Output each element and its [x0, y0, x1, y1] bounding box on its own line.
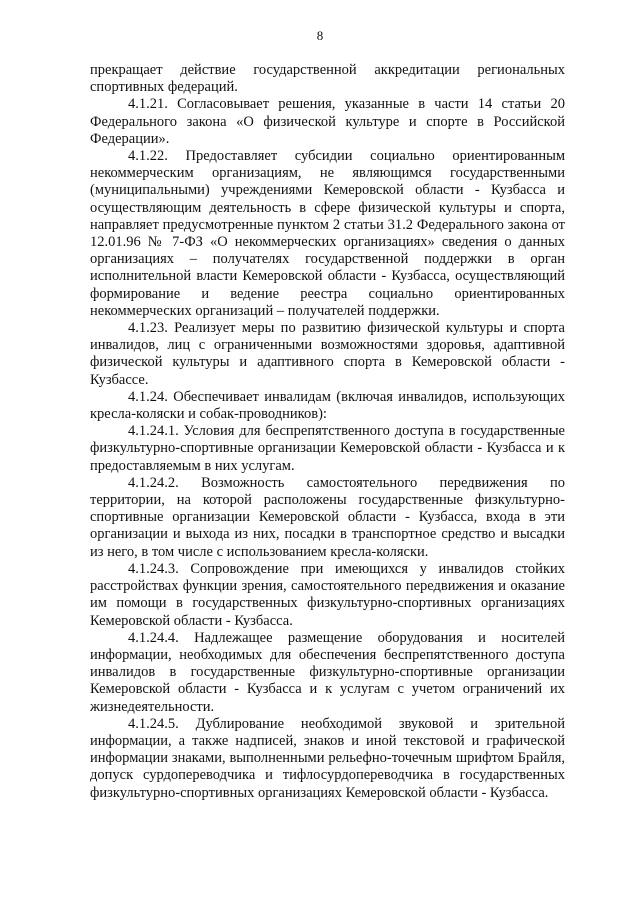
paragraph-4-1-21: 4.1.21. Согласовывает решения, указанные в части 14 статьи 20 Федерального закона «О физической культуре и спорте в Российской Федерации».: [90, 96, 565, 147]
paragraph-4-1-22: 4.1.22. Предоставляет субсидии социально ориентированным некоммерческим организациям, не являющимся государственными (муниципальными) учреждениями Кемеровской области - Кузбасса и осуществляющим деятельность в сфере физической культуры и спорта, направляет предусмотренные пунктом 2 статьи 31.2 Федерального закона от 12.01.96 № 7-ФЗ «О некоммерческих организациях» сведения о данных организациях – получателях государственной поддержки в орган исполнительной власти Кемеровской области - Кузбасса, осуществляющий формирование и ведение реестра социально ориентированных некоммерческих организаций – получателей поддержки.: [90, 148, 565, 319]
paragraph-4-1-24-4: 4.1.24.4. Надлежащее размещение оборудования и носителей информации, необходимых для обеспечения беспрепятственного доступа инвалидов в государственные физкультурно-спортивные организации Кемеровской области - Кузбасса и к услугам с учетом ограничений их жизнедеятельности.: [90, 629, 565, 715]
paragraph-4-1-24: 4.1.24. Обеспечивает инвалидам (включая инвалидов, использующих кресла-коляски и собак-проводников):: [90, 388, 565, 423]
paragraph-4-1-24-1: 4.1.24.1. Условия для беспрепятственного доступа в государственные физкультурно-спортивные организации Кемеровской области - Кузбасса и к предоставляемым в них услугам.: [90, 423, 565, 474]
document-body: [90, 62, 565, 802]
paragraph-4-1-24-5: 4.1.24.5. Дублирование необходимой звуковой и зрительной информации, а также надписей, знаков и иной текстовой и графической информации знаками, выполненными рельефно-точечным шрифтом Брайля, допуск сурдопереводчика и тифлосурдопереводчика в государственных физкультурно-спортивных организациях Кемеровской области - Кузбасса.: [90, 715, 565, 801]
paragraph-continuation: прекращает действие государственной аккредитации региональных спортивных федераций.: [90, 62, 565, 96]
paragraph-4-1-24-2: 4.1.24.2. Возможность самостоятельного передвижения по территории, на которой расположены государственные физкультурно-спортивные организации Кемеровской области - Кузбасса, входа в эти организации и выхода из них, посадки в транспортное средство и высадки из него, в том числе с использованием кресла-коляски.: [90, 474, 565, 560]
page-number: 8: [316, 28, 324, 43]
paragraph-4-1-24-3: 4.1.24.3. Сопровождение при имеющихся у инвалидов стойких расстройствах функции зрения, самостоятельного передвижения и оказание им помощи в государственных физкультурно-спортивных организациях Кемеровской области - Кузбасса.: [90, 560, 565, 629]
paragraph-4-1-23: 4.1.23. Реализует меры по развитию физической культуры и спорта инвалидов, лиц с ограниченными возможностями здоровья, адаптивной физической культуры и адаптивного спорта в Кемеровской области - Кузбассе.: [90, 320, 565, 388]
